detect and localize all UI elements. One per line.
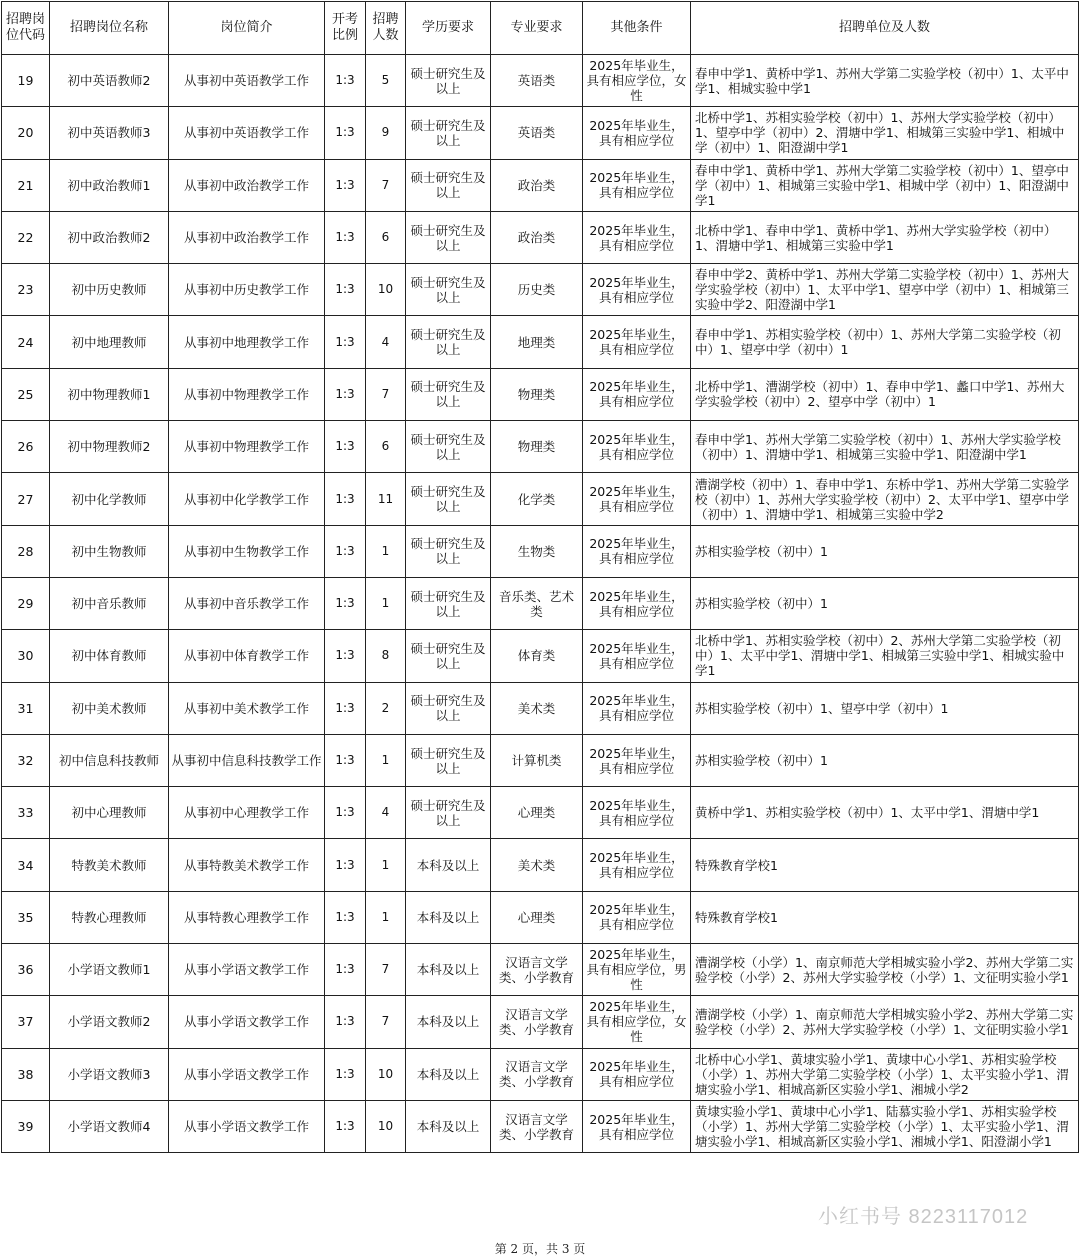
cell-code: 25 [2, 368, 50, 420]
cell-edu: 硕士研究生及以上 [406, 368, 491, 420]
cell-units: 黄埭实验小学1、黄埭中心小学1、陆慕实验小学1、苏相实验学校（小学）1、苏州大学第二实验学校（小学）1、太平实验小学1、渭塘实验小学1、相城高新区实验小学1、湘城小学1、阳澄湖小学1 [691, 1100, 1079, 1152]
table-row [2, 944, 1079, 996]
table-row [2, 630, 1079, 682]
header-row [2, 2, 1079, 55]
cell-other: 2025年毕业生，具有相应学位 [583, 734, 691, 786]
cell-edu: 硕士研究生及以上 [406, 421, 491, 473]
cell-count: 7 [366, 996, 406, 1048]
cell-ratio: 1:3 [325, 264, 366, 316]
cell-count: 7 [366, 944, 406, 996]
cell-count: 6 [366, 211, 406, 263]
cell-count: 1 [366, 577, 406, 629]
cell-major: 体育类 [491, 630, 583, 682]
cell-name: 初中生物教师 [50, 525, 169, 577]
table-row [2, 55, 1079, 107]
cell-code: 30 [2, 630, 50, 682]
cell-units: 苏相实验学校（初中）1 [691, 734, 1079, 786]
cell-other: 2025年毕业生，具有相应学位 [583, 525, 691, 577]
cell-major: 汉语言文学类、小学教育 [491, 1100, 583, 1152]
cell-intro: 从事小学语文教学工作 [169, 1100, 325, 1152]
cell-units: 春申中学1、黄桥中学1、苏州大学第二实验学校（初中）1、望亭中学（初中）1、相城第三实验中学1、相城中学（初中）1、阳澄湖中学1 [691, 159, 1079, 211]
cell-major: 政治类 [491, 211, 583, 263]
recruitment-table [1, 1, 1079, 1153]
cell-count: 1 [366, 839, 406, 891]
table-row [2, 316, 1079, 368]
cell-major: 化学类 [491, 473, 583, 525]
cell-major: 汉语言文学类、小学教育 [491, 944, 583, 996]
cell-name: 小学语文教师2 [50, 996, 169, 1048]
cell-major: 计算机类 [491, 734, 583, 786]
cell-edu: 硕士研究生及以上 [406, 55, 491, 107]
cell-count: 2 [366, 682, 406, 734]
cell-edu: 硕士研究生及以上 [406, 734, 491, 786]
cell-edu: 本科及以上 [406, 839, 491, 891]
cell-other: 2025年毕业生，具有相应学位 [583, 787, 691, 839]
cell-code: 33 [2, 787, 50, 839]
cell-major: 汉语言文学类、小学教育 [491, 996, 583, 1048]
cell-name: 初中化学教师 [50, 473, 169, 525]
cell-major: 政治类 [491, 159, 583, 211]
cell-name: 初中音乐教师 [50, 577, 169, 629]
cell-intro: 从事初中化学教学工作 [169, 473, 325, 525]
cell-ratio: 1:3 [325, 368, 366, 420]
cell-edu: 本科及以上 [406, 891, 491, 943]
cell-intro: 从事初中政治教学工作 [169, 159, 325, 211]
cell-edu: 硕士研究生及以上 [406, 682, 491, 734]
cell-ratio: 1:3 [325, 211, 366, 263]
cell-major: 心理类 [491, 891, 583, 943]
cell-ratio: 1:3 [325, 787, 366, 839]
cell-other: 2025年毕业生，具有相应学位 [583, 421, 691, 473]
cell-code: 28 [2, 525, 50, 577]
cell-ratio: 1:3 [325, 1048, 366, 1100]
cell-ratio: 1:3 [325, 55, 366, 107]
cell-units: 漕湖学校（初中）1、春申中学1、东桥中学1、苏州大学第二实验学校（初中）1、苏州大学实验学校（初中）2、太平中学1、望亭中学（初中）1、渭塘中学1、相城第三实验中学2 [691, 473, 1079, 525]
cell-name: 特教美术教师 [50, 839, 169, 891]
cell-code: 38 [2, 1048, 50, 1100]
cell-count: 7 [366, 159, 406, 211]
cell-major: 生物类 [491, 525, 583, 577]
cell-other: 2025年毕业生，具有相应学位 [583, 839, 691, 891]
cell-code: 35 [2, 891, 50, 943]
cell-major: 物理类 [491, 368, 583, 420]
cell-other: 2025年毕业生，具有相应学位 [583, 1048, 691, 1100]
cell-intro: 从事初中信息科技教学工作 [169, 734, 325, 786]
cell-edu: 硕士研究生及以上 [406, 787, 491, 839]
page-footer: 第 2 页，共 3 页 [494, 1242, 586, 1256]
cell-code: 34 [2, 839, 50, 891]
cell-units: 漕湖学校（小学）1、南京师范大学相城实验小学2、苏州大学第二实验学校（小学）2、苏州大学实验学校（小学）1、文征明实验小学1 [691, 996, 1079, 1048]
cell-other: 2025年毕业生，具有相应学位，女性 [583, 55, 691, 107]
table-row [2, 473, 1079, 525]
cell-code: 22 [2, 211, 50, 263]
cell-other: 2025年毕业生，具有相应学位 [583, 107, 691, 159]
cell-count: 10 [366, 1100, 406, 1152]
table-row [2, 734, 1079, 786]
cell-other: 2025年毕业生，具有相应学位 [583, 211, 691, 263]
cell-units: 春申中学1、苏州大学第二实验学校（初中）1、苏州大学实验学校（初中）1、渭塘中学1、相城第三实验中学1、阳澄湖中学1 [691, 421, 1079, 473]
header-ratio: 开考比例 [325, 2, 366, 55]
cell-code: 32 [2, 734, 50, 786]
cell-units: 北桥中学1、苏相实验学校（初中）2、苏州大学第二实验学校（初中）1、太平中学1、渭塘中学1、相城第三实验中学1、相城实验中学1 [691, 630, 1079, 682]
cell-name: 初中政治教师2 [50, 211, 169, 263]
cell-intro: 从事初中生物教学工作 [169, 525, 325, 577]
table-row [2, 891, 1079, 943]
cell-major: 历史类 [491, 264, 583, 316]
cell-name: 小学语文教师4 [50, 1100, 169, 1152]
cell-intro: 从事小学语文教学工作 [169, 944, 325, 996]
cell-ratio: 1:3 [325, 473, 366, 525]
cell-other: 2025年毕业生，具有相应学位 [583, 473, 691, 525]
cell-name: 初中物理教师1 [50, 368, 169, 420]
cell-major: 地理类 [491, 316, 583, 368]
cell-major: 汉语言文学类、小学教育 [491, 1048, 583, 1100]
header-edu: 学历要求 [406, 2, 491, 55]
cell-major: 心理类 [491, 787, 583, 839]
cell-code: 26 [2, 421, 50, 473]
table-row [2, 682, 1079, 734]
cell-intro: 从事初中历史教学工作 [169, 264, 325, 316]
table-row [2, 787, 1079, 839]
cell-intro: 从事特教美术教学工作 [169, 839, 325, 891]
cell-edu: 本科及以上 [406, 996, 491, 1048]
table-row [2, 211, 1079, 263]
header-major: 专业要求 [491, 2, 583, 55]
cell-name: 初中心理教师 [50, 787, 169, 839]
cell-other: 2025年毕业生，具有相应学位 [583, 891, 691, 943]
cell-name: 初中信息科技教师 [50, 734, 169, 786]
header-units: 招聘单位及人数 [691, 2, 1079, 55]
cell-other: 2025年毕业生，具有相应学位，女性 [583, 996, 691, 1048]
cell-ratio: 1:3 [325, 996, 366, 1048]
cell-units: 苏相实验学校（初中）1 [691, 577, 1079, 629]
header-count: 招聘人数 [366, 2, 406, 55]
header-intro: 岗位简介 [169, 2, 325, 55]
cell-name: 初中英语教师3 [50, 107, 169, 159]
cell-ratio: 1:3 [325, 1100, 366, 1152]
cell-major: 美术类 [491, 682, 583, 734]
table-row [2, 107, 1079, 159]
cell-other: 2025年毕业生，具有相应学位，男性 [583, 944, 691, 996]
cell-other: 2025年毕业生，具有相应学位 [583, 630, 691, 682]
cell-major: 美术类 [491, 839, 583, 891]
cell-units: 春申中学2、黄桥中学1、苏州大学第二实验学校（初中）1、苏州大学实验学校（初中）1、太平中学1、望亭中学（初中）1、相城第三实验中学2、阳澄湖中学1 [691, 264, 1079, 316]
table-row [2, 159, 1079, 211]
cell-ratio: 1:3 [325, 316, 366, 368]
cell-code: 24 [2, 316, 50, 368]
table-row [2, 421, 1079, 473]
cell-intro: 从事初中英语教学工作 [169, 107, 325, 159]
cell-edu: 本科及以上 [406, 1100, 491, 1152]
table-row [2, 577, 1079, 629]
cell-units: 北桥中学1、漕湖学校（初中）1、春申中学1、蠡口中学1、苏州大学实验学校（初中）2、望亭中学（初中）1 [691, 368, 1079, 420]
cell-units: 春申中学1、黄桥中学1、苏州大学第二实验学校（初中）1、太平中学1、相城实验中学1 [691, 55, 1079, 107]
cell-other: 2025年毕业生，具有相应学位 [583, 264, 691, 316]
cell-units: 北桥中学1、春申中学1、黄桥中学1、苏州大学实验学校（初中）1、渭塘中学1、相城第三实验中学1 [691, 211, 1079, 263]
cell-other: 2025年毕业生，具有相应学位 [583, 159, 691, 211]
cell-intro: 从事小学语文教学工作 [169, 996, 325, 1048]
cell-count: 1 [366, 734, 406, 786]
cell-name: 初中美术教师 [50, 682, 169, 734]
cell-units: 特殊教育学校1 [691, 891, 1079, 943]
cell-intro: 从事初中体育教学工作 [169, 630, 325, 682]
watermark: 小红书号 8223117012 [818, 1206, 1029, 1228]
cell-ratio: 1:3 [325, 630, 366, 682]
cell-ratio: 1:3 [325, 525, 366, 577]
table-row [2, 1048, 1079, 1100]
cell-code: 23 [2, 264, 50, 316]
cell-edu: 硕士研究生及以上 [406, 264, 491, 316]
cell-edu: 硕士研究生及以上 [406, 159, 491, 211]
cell-code: 19 [2, 55, 50, 107]
table-row [2, 264, 1079, 316]
cell-count: 5 [366, 55, 406, 107]
table-row [2, 525, 1079, 577]
cell-intro: 从事特教心理教学工作 [169, 891, 325, 943]
cell-ratio: 1:3 [325, 107, 366, 159]
cell-count: 10 [366, 264, 406, 316]
cell-code: 36 [2, 944, 50, 996]
cell-intro: 从事初中政治教学工作 [169, 211, 325, 263]
cell-other: 2025年毕业生，具有相应学位 [583, 368, 691, 420]
cell-count: 9 [366, 107, 406, 159]
cell-intro: 从事初中地理教学工作 [169, 316, 325, 368]
cell-units: 漕湖学校（小学）1、南京师范大学相城实验小学2、苏州大学第二实验学校（小学）2、苏州大学实验学校（小学）1、文征明实验小学1 [691, 944, 1079, 996]
cell-units: 苏相实验学校（初中）1、望亭中学（初中）1 [691, 682, 1079, 734]
cell-name: 初中历史教师 [50, 264, 169, 316]
cell-code: 21 [2, 159, 50, 211]
cell-edu: 硕士研究生及以上 [406, 473, 491, 525]
cell-other: 2025年毕业生，具有相应学位 [583, 577, 691, 629]
cell-count: 10 [366, 1048, 406, 1100]
header-name: 招聘岗位名称 [50, 2, 169, 55]
cell-name: 小学语文教师3 [50, 1048, 169, 1100]
cell-code: 37 [2, 996, 50, 1048]
cell-other: 2025年毕业生，具有相应学位 [583, 316, 691, 368]
cell-edu: 本科及以上 [406, 944, 491, 996]
cell-ratio: 1:3 [325, 577, 366, 629]
cell-code: 29 [2, 577, 50, 629]
table-row [2, 368, 1079, 420]
cell-code: 39 [2, 1100, 50, 1152]
cell-name: 初中政治教师1 [50, 159, 169, 211]
table-row [2, 839, 1079, 891]
cell-edu: 硕士研究生及以上 [406, 316, 491, 368]
cell-major: 音乐类、艺术类 [491, 577, 583, 629]
cell-count: 4 [366, 316, 406, 368]
cell-count: 7 [366, 368, 406, 420]
cell-intro: 从事初中音乐教学工作 [169, 577, 325, 629]
cell-count: 4 [366, 787, 406, 839]
cell-name: 特教心理教师 [50, 891, 169, 943]
header-code: 招聘岗位代码 [2, 2, 50, 55]
header-other: 其他条件 [583, 2, 691, 55]
cell-other: 2025年毕业生，具有相应学位 [583, 682, 691, 734]
cell-ratio: 1:3 [325, 944, 366, 996]
cell-ratio: 1:3 [325, 734, 366, 786]
cell-major: 英语类 [491, 107, 583, 159]
cell-intro: 从事小学语文教学工作 [169, 1048, 325, 1100]
cell-name: 初中物理教师2 [50, 421, 169, 473]
cell-units: 北桥中心小学1、黄埭实验小学1、黄埭中心小学1、苏相实验学校（小学）1、苏州大学第二实验学校（小学）1、太平实验小学1、渭塘实验小学1、相城高新区实验小学1、湘城小学2 [691, 1048, 1079, 1100]
cell-ratio: 1:3 [325, 682, 366, 734]
cell-other: 2025年毕业生，具有相应学位 [583, 1100, 691, 1152]
cell-count: 1 [366, 891, 406, 943]
cell-ratio: 1:3 [325, 159, 366, 211]
cell-edu: 硕士研究生及以上 [406, 107, 491, 159]
cell-code: 27 [2, 473, 50, 525]
cell-intro: 从事初中心理教学工作 [169, 787, 325, 839]
cell-units: 苏相实验学校（初中）1 [691, 525, 1079, 577]
cell-units: 特殊教育学校1 [691, 839, 1079, 891]
cell-intro: 从事初中物理教学工作 [169, 368, 325, 420]
cell-code: 20 [2, 107, 50, 159]
cell-count: 11 [366, 473, 406, 525]
cell-count: 6 [366, 421, 406, 473]
cell-edu: 硕士研究生及以上 [406, 525, 491, 577]
cell-ratio: 1:3 [325, 891, 366, 943]
cell-edu: 硕士研究生及以上 [406, 211, 491, 263]
cell-intro: 从事初中物理教学工作 [169, 421, 325, 473]
cell-intro: 从事初中美术教学工作 [169, 682, 325, 734]
cell-units: 黄桥中学1、苏相实验学校（初中）1、太平中学1、渭塘中学1 [691, 787, 1079, 839]
cell-units: 春申中学1、苏相实验学校（初中）1、苏州大学第二实验学校（初中）1、望亭中学（初中）1 [691, 316, 1079, 368]
cell-major: 英语类 [491, 55, 583, 107]
cell-name: 初中体育教师 [50, 630, 169, 682]
table-row [2, 1100, 1079, 1152]
cell-count: 1 [366, 525, 406, 577]
cell-name: 初中英语教师2 [50, 55, 169, 107]
cell-edu: 本科及以上 [406, 1048, 491, 1100]
cell-ratio: 1:3 [325, 421, 366, 473]
cell-edu: 硕士研究生及以上 [406, 630, 491, 682]
cell-ratio: 1:3 [325, 839, 366, 891]
table-row [2, 996, 1079, 1048]
cell-edu: 硕士研究生及以上 [406, 577, 491, 629]
cell-count: 8 [366, 630, 406, 682]
cell-major: 物理类 [491, 421, 583, 473]
cell-code: 31 [2, 682, 50, 734]
cell-name: 初中地理教师 [50, 316, 169, 368]
cell-units: 北桥中学1、苏相实验学校（初中）1、苏州大学实验学校（初中）1、望亭中学（初中）2、渭塘中学1、相城第三实验中学1、相城中学（初中）1、阳澄湖中学1 [691, 107, 1079, 159]
cell-name: 小学语文教师1 [50, 944, 169, 996]
cell-intro: 从事初中英语教学工作 [169, 55, 325, 107]
